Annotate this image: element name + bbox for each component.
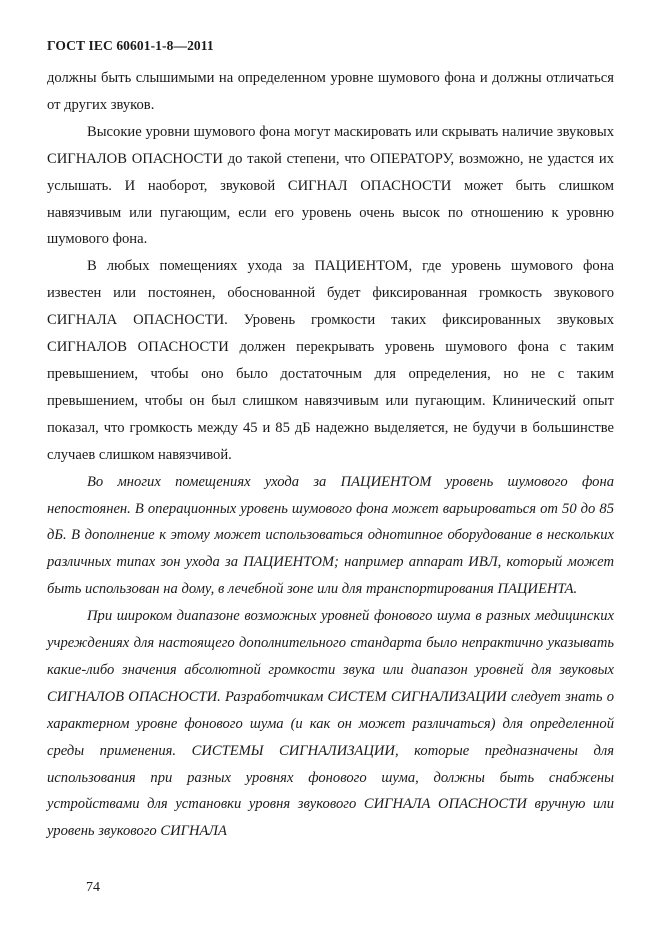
paragraph-continuation: должны быть слышимыми на определенном уровне шумового фона и должны отличаться от других звуков. <box>47 70 614 113</box>
document-body <box>47 65 614 845</box>
paragraph-noise-masking: Высокие уровни шумового фона могут маскировать или скрывать наличие звуковых СИГНАЛОВ ОПАСНОСТИ до такой степени, что ОПЕРАТОРУ, возможно, не удастся их услышать. И наоборот, звуковой СИГНАЛ ОПАСНОСТИ может быть слишком навязчивым или пугающим, если его уровень очень высок по отношению к уровню шумового фона. <box>47 123 614 248</box>
paragraph-fixed-volume: В любых помещениях ухода за ПАЦИЕНТОМ, где уровень шумового фона известен или постоянен, обоснованной будет фиксированная громкость звукового СИГНАЛА ОПАСНОСТИ. Уровень громкости таких фиксированных звуковых СИГНАЛОВ ОПАСНОСТИ должен перекрывать уровень шумового фона с таким превышением, чтобы оно было достаточным для определения, но не с таким превышением, чтобы он был слишком навязчивым или пугающим. Клинический опыт показал, что громкость между 45 и 85 дБ надежно выделяется, не будучи в большинстве случаев слишком навязчивой. <box>47 258 614 463</box>
document-header-standard-code: ГОСТ IEC 60601-1-8—2011 <box>47 38 214 53</box>
paragraph-variable-noise: Во многих помещениях ухода за ПАЦИЕНТОМ уровень шумового фона непостоянен. В операционных уровень шумового фона может варьироваться от 50 до 85 дБ. В дополнение к этому может использоваться однотипное оборудование в нескольких различных типах зон ухода за ПАЦИЕНТОМ; например аппарат ИВЛ, который может быть использован на дому, в лечебной зоне или для транспортирования ПАЦИЕНТА. <box>47 473 614 598</box>
paragraph-wide-range: При широком диапазоне возможных уровней фонового шума в разных медицинских учреждениях для настоящего дополнительного стандарта было непрактично указывать какие-либо значения абсолютной громкости звука или диапазон уровней для звуковых СИГНАЛОВ ОПАСНОСТИ. Разработчикам СИСТЕМ СИГНАЛИЗАЦИИ следует знать о характерном уровне фонового шума (и как он может различаться) для определенной среды применения. СИСТЕМЫ СИГНАЛИЗАЦИИ, которые предназначены для использования при разных уровнях фонового шума, должны быть снабжены устройствами для установки уровня звукового СИГНАЛА ОПАСНОСТИ вручную или уровень звукового СИГНАЛА <box>47 608 614 840</box>
page-number: 74 <box>86 880 100 895</box>
